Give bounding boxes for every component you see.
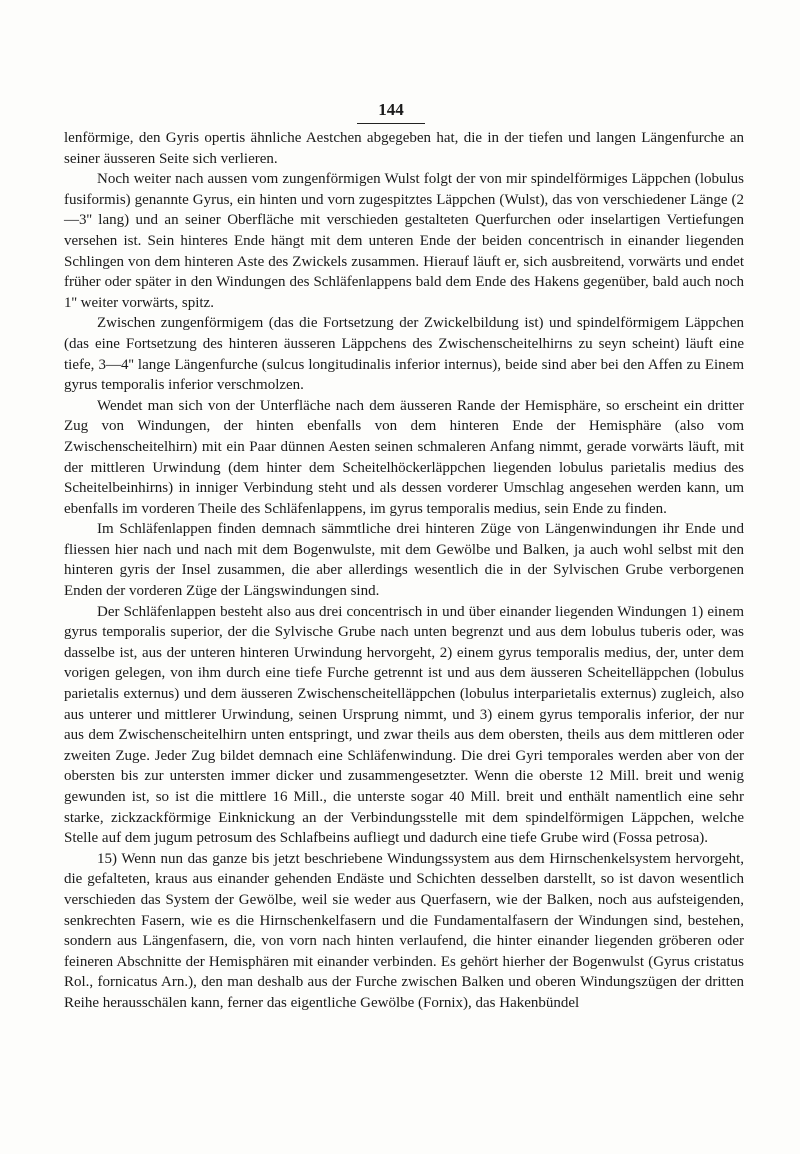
paragraph: lenförmige, den Gyris opertis ähnliche Aestchen abgegeben hat, die in der tiefen und langen Längenfurche an seiner äusseren Seite sich verlieren. — [64, 130, 744, 167]
paragraph: Im Schläfenlappen finden demnach sämmtliche drei hinteren Züge von Längenwindungen ihr Ende und fliessen hier nach und nach mit dem Bogenwulste, mit dem Gewölbe und Balken, ja auch wohl selbst mit den hinteren gyris der Insel zusammen, die aber allerdings wesentlich die in der Sylvischen Grube verborgenen Enden der vorderen Züge der Längswindungen sind. — [64, 521, 744, 600]
header-rule — [357, 123, 425, 124]
paragraph: Zwischen zungenförmigem (das die Fortsetzung der Zwickelbildung ist) und spindelförmigem Läppchen (das eine Fortsetzung des hinteren äusseren Läppchens des Zwischenscheitelhirns zu seyn scheint) läuft eine tiefe, 3—4'' lange Längenfurche (sulcus longitudinalis inferior internus), beide sind aber bei den Affen zu Einem gyrus temporalis inferior verschmolzen. — [64, 315, 744, 394]
paragraph: Wendet man sich von der Unterfläche nach dem äusseren Rande der Hemisphäre, so erscheint ein dritter Zug von Windungen, der hinten ebenfalls von dem hinteren Ende der Hemisphäre (also vom Zwischenscheitelhirn) mit ein Paar dünnen Aesten seinen schmaleren Anfang nimmt, gerade vorwärts läuft, mit der mittleren Urwindung (dem hinter dem Scheitelhöckerläppchen liegenden lobulus parietalis medius des Scheitelbeinhirns) in inniger Verbindung steht und als dessen vorderer Umschlag angesehen werden kann, um ebenfalls im vorderen Theile des Schläfenlappens, im gyrus temporalis medius, sein Ende zu finden. — [64, 397, 744, 517]
paragraph: Der Schläfenlappen besteht also aus drei concentrisch in und über einander liegenden Windungen 1) einem gyrus temporalis superior, der die Sylvische Grube nach unten begrenzt und aus dem lobulus tuberis oder, was dasselbe ist, aus der unteren hinteren Urwindung hervorgeht, 2) einem gyrus temporalis medius, der, unter dem vorigen gelegen, von ihm durch eine tiefe Furche getrennt ist und aus dem äusseren Scheitelläppchen (lobulus parietalis externus) und dem äusseren Zwischenscheitelläppchen (lobulus interparietalis externus) zugleich, also aus unterer und mittlerer Urwindung, seinen Ursprung nimmt, und 3) einem gyrus temporalis inferior, der nur aus dem Zwischenscheitelhirn unten entspringt, und zwar theils aus dem obersten, theils aus dem mittleren oder zweiten Zuge. Jeder Zug bildet demnach eine Schläfenwindung. Die drei Gyri temporales werden aber von der obersten bis zur untersten immer dicker und zusammengesetzter. Wenn die oberste 12 Mill. breit und wenig gewunden ist, so ist die mittlere 16 Mill., die unterste sogar 40 Mill. breit und enthält namentlich eine sehr starke, zickzackförmige Einknickung an der Verbindungsstelle mit dem spindelförmigen Läppchen, welche Stelle auf dem jugum petrosum des Schlafbeins aufliegt und dadurch eine tiefe Grube wird (Fossa petrosa). — [64, 603, 744, 847]
paragraph: 15) Wenn nun das ganze bis jetzt beschriebene Windungssystem aus dem Hirnschenkelsystem hervorgeht, die gefalteten, kraus aus einander gehenden Endäste und Schichten desselben darstellt, so ist davon wesentlich verschieden das System der Gewölbe, weil sie weder aus Querfasern, wie der Balken, noch aus aufsteigenden, senkrechten Fasern, wie es die Hirnschenkelfasern und die Fundamentalfasern der Windungen sind, bestehen, sondern aus Längenfasern, die, von vorn nach hinten verlaufend, die hinter einander liegenden gröberen oder feineren Abschnitte der Hemisphären mit einander verbinden. Es gehört hierher der Bogenwulst (Gyrus cristatus Rol., fornicatus Arn.), den man deshalb aus der Furche zwischen Balken und oberen Windungszügen der dritten Reihe herausschälen kann, ferner das eigentliche Gewölbe (Fornix), das Hakenbündel — [64, 850, 744, 1011]
page-number: 144 — [378, 100, 404, 119]
body-text — [64, 128, 744, 1014]
paragraph: Noch weiter nach aussen vom zungenförmigen Wulst folgt der von mir spindelförmiges Läppchen (lobulus fusiformis) genannte Gyrus, ein hinten und vorn zugespitztes Läppchen (Wulst), das von verschiedener Länge (2—3'' lang) und an seiner Oberfläche mit verschieden gestalteten Querfurchen oder inselartigen Vertiefungen versehen ist. Sein hinteres Ende hängt mit dem unteren Ende der beiden concentrisch in einander liegenden Schlingen von dem hinteren Aste des Zwickels zusammen. Hierauf läuft er, sich ausbreitend, vorwärts und endet früher oder später in den Windungen des Schläfenlappens bald dem Ende des Hakens gegenüber, bald auch noch 1'' weiter vorwärts, spitz. — [64, 171, 744, 311]
